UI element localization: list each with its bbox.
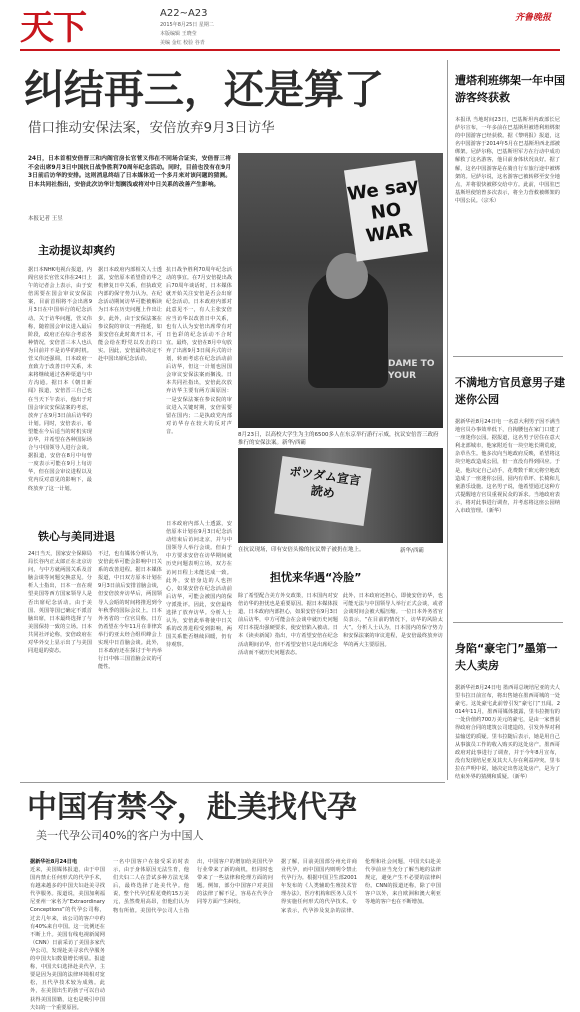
bottom-text-b: 一名中国客户在接受采访时表示，由于身体原因无法生育，他们夫妇二人在尝试多种方法无果后，最终选择了赴美代孕。他说，整个代孕过程花费约15万美元，虽然费用高昂，但他们认为物有所值。美国代孕公司人士指出，中国客户的增加给美国代孕行业带来了新的商机，但同时也带来了一些法律和伦理方面的问题。例如，部分中国客户对美国的法律了解不足，容易在代孕合同等方面产生纠纷。: [113, 859, 273, 914]
bottom-rule: [20, 782, 445, 783]
bottom-subhead: 美一代孕公司40%的客户为中国人: [36, 829, 204, 842]
bottom-text-a: 近来，美国媒体报道，由于中国国内禁止任何形式的代孕手术，有越来越多的中国夫妇赴美寻找代孕服务。报道说，美国加利福尼亚州一家名为“Extraordinary Conceptions”的代孕公司称，过去几年来，该公司的客户中约有40%来自中国。这一比例还在不断上升。美国有线电视新闻网（CNN）日前采访了美国多家代孕公司，发现赴美寻求代孕服务的中国夫妇数量增长明显。报道称，中国夫妇选择赴美代孕，主要是因为美国的法律环境相对宽松，且代孕技术较为成熟。此外，在美国出生的孩子可以自动获得美国国籍，这也是吸引中国夫妇的一个重要原因。: [30, 867, 105, 1011]
sidebar-story1-text: 本报讯 当地时间23日，巴基斯坦内政部长尼萨尔宣布，一年多前在巴基斯坦被塔利班绑架的中国游客已经获救。据《黎明报》报道，这名中国游客于2014年5月在巴基斯坦西北部被绑架。尼萨尔称，巴基斯坦军方在行动中成功解救了这名游客，他目前身体状况良好。据了解，这名中国游客是在骑自行车旅行途中被绑架的。尼萨尔说，这名游客已被转移至安全地点，并将很快被移交给中方。此前，中国驻巴基斯坦使馆曾多次表示，将全力营救被绑架的中国公民。（宗禾）: [455, 117, 560, 204]
sidebar-divider: [447, 60, 448, 780]
section1-text-a: 据日本NHK电视台报道，内阁官房长官菅义伟在24日上午的记者会上表示，由于安倍需要在国会审议安保法案，目前首相将不会出席9月3日在中国举行的纪念活动。关于访华问题，菅义伟称，随着国会审议进入最后阶段，政府正在综合考虑各种情况，安倍晋三本人也认为目前并不是访华的时机。菅义伟还强调，日本政府一直致力于改善日中关系，未来将继续通过各种渠道与中方沟通。据日本《朝日新闻》报道，安倍晋三自己也在当天下午表示，他出于对国会审议安保法案的考虑，放弃了在9月3日前后访华的计划。同时，安倍表示，希望能在今后适当的时机实现访华，并希望在各种国际场合与中国领导人进行会谈。据报道，安倍在8月中旬曾一度表示可能在9月上旬访华，但在国会审议进程以及党内反对意见的影响下，最终放弃了这一计划。: [28, 267, 92, 492]
sidebar-story2-text: 据新华社8月24日电 一名意大利男子因不满当地官员办事效率低下，自掏腰包在家门口建了一座迷你公园。据报道，这名男子居住在意大利北部城市，他家附近有一块空地长期荒废，杂草丛生。他多次向当地政府反映，希望将这块空地改造成公园，但一直没有得到回应。于是，他决定自己动手，花费数千欧元将空地改造成了一座迷你公园，园内有草坪、长椅和儿童游乐设施。这名男子说，他希望通过这种方式提醒地方官员重视民众的诉求。当地政府表示，将对此事进行调查，并考虑将这座公园纳入市政管理。（新华）: [455, 419, 560, 515]
staff-line: 美编 金红 校验 谷青: [160, 40, 205, 46]
section3-text-a: 除了希望配合美方外交政策，日本国内对安倍访华的担忧也是重要原因。据日本媒体报道，日本政府内部担心，如果安倍在9月3日前后访华，中方可能会在会谈中就历史问题对日本提出强硬要求，使安倍陷入被动。日本《读卖新闻》指出，中方希望安倍在纪念活动期间访华，但不希望安倍只是出席纪念活动而不就历史问题表态。: [238, 593, 338, 656]
bottom-text-c: 据了解，目前美国部分州允许商业代孕，而中国国内则明令禁止代孕行为。根据中国卫生部2001年发布的《人类辅助生殖技术管理办法》，医疗机构和医务人员不得实施任何形式的代孕技术。专家表示，代孕涉及复杂的法律、伦理和社会问题，中国夫妇赴美代孕前应当充分了解当地的法律规定，避免产生不必要的法律纠纷。CNN的报道还称，除了中国客户以外，来自欧洲和澳大利亚等地的客户也在不断增加。: [281, 859, 441, 914]
photo-bot-caption: 在抗议现场，印有安倍头像的抗议牌子被扔在地上。: [238, 547, 365, 553]
bottom-lead-tag: 据新华社8月24日电: [30, 859, 78, 865]
shirt-print: DAME TO YOUR: [388, 359, 435, 381]
section2-title: 铁心与美同进退: [38, 530, 115, 543]
page-numbers: A22~A23: [160, 8, 208, 19]
editor-line: 本版编辑 王晓莹: [160, 31, 197, 37]
col3-text-a: 抗日战争胜利70周年纪念活动的事宜。在7月安倍提出战后70周年谈话时，日本媒体就开始关注安倍是否会出席纪念活动。日本政府内部对此意见不一，有人主张安倍应当访华以改善日中关系，也有人认为安倍出席带有对日色彩的纪念活动不合时宜。最终，安倍在8月中旬放弃了出席9月3日阅兵式的计划，转而考虑在纪念活动前后访华，但这一计划也因国会审议安保法案而搁浅。日本共同社指出，安倍此次放弃访华主要有两方面原因：一是安保法案在参议院的审议进入关键时期，安倍需要留在国内；二是执政党内部对访华存在较大的反对声音。: [166, 267, 232, 435]
main-byline: 本报记者 王昱: [28, 216, 63, 222]
section-title: 天下: [20, 8, 86, 48]
section2-text-b: 不过，也有媒体分析认为，安倍此举可能会影响中日关系的改善进程。据日本媒体报道，中日双方原本计划在9月3日前后安排首脑会谈，但安倍放弃访华后，两国领导人会晤的时间将推迟到今年秋季的国际会议上。日本外务省的一位官员称，日方仍希望在今年11月在菲律宾举行的亚太经合组织峰会上实现中日首脑会谈。此外，日本政府还在探讨于年内举行日中韩三国首脑会议的可能性。: [98, 551, 162, 671]
section1-title: 主动提议却爽约: [38, 244, 115, 257]
placard-photo: [238, 448, 443, 543]
sidebar-rule-2: [453, 622, 563, 623]
section3-text-b: 此外，日本政府还担心，即使安倍访华，也可能无法与中国领导人举行正式会谈，或者会谈时间会被大幅压缩。一位日本外务省官员表示，“在目前的情况下，访华的风险太大”。分析人士认为，日本国内的保守势力和安保法案的审议进程，是安倍最终放弃访华的两大主要原因。: [343, 593, 443, 648]
col3-text-b: 日本政府内部人士透露，安倍原本计划在9月3日纪念活动结束后访问北京，并与中国领导人举行会谈。但由于中方要求安倍在访华期间就历史问题表明立场，双方在访问日程上未能达成一致。此外，安倍身边的人也担心，如果安倍在纪念活动前后访华，可能会被国内的保守派批评。因此，安倍最终选择了放弃访华。分析人士认为，安倍此举将使中日关系的改善进程受到影响，两国关系能否继续回暖，仍有待观察。: [166, 521, 232, 649]
main-lead: 24日，日本首相安倍晋三和内阁官房长官菅义伟在不同场合证实，安倍晋三将不会出席9月3日中国抗日战争胜利70周年纪念活动。同时，目前也没有在9月3日前后访华的安排。这则消息终结了日本媒体近一个多月来对该问题的猜测。日本共同社指出，安倍此次访华计划搁浅或将对中日关系的改善产生影响。: [28, 156, 231, 189]
sidebar-story2-title: 不满地方官员意男子建迷你公园: [455, 376, 565, 406]
section3-title: 担忧来华遇“冷脸”: [270, 571, 362, 584]
sidebar-story3-text: 据新华社8月24日电 墨西哥总统培尼亚的夫人里韦拉日前宣布，将出售她在墨西哥城的一处豪宅。这处豪宅此前曾引发“豪宅门”丑闻。2014年11月，墨西哥媒体披露，里韦拉拥有的一处价值约700万美元的豪宅，是由一家曾获得政府合同的建筑公司建造的，引发外界对利益输送的质疑。里韦拉随后表示，她是用自己从事演员工作的收入购买的这处房产。墨西哥政府对此事进行了调查，并于今年8月宣布，没有发现培尼亚及其夫人存在利益冲突。里韦拉在声明中说，她决定出售这处房产，是为了结束外界的猜测和质疑。（新华）: [455, 685, 560, 781]
photo-top-caption: 8月23日，以高校大学生为主的6500多人在东京举行游行示威，抗议安倍晋三政府推行的安保法案。新华/西霸: [238, 432, 439, 446]
paper-logo: 齐鲁晚报: [515, 13, 552, 23]
masthead-rule: [20, 49, 560, 51]
section2-text-a: 24日当天，国家安全保障局局长谷内正太郎正在北京访问，与中方就两国关系及首脑会谈等问题交换意见。分析人士指出，日本一直在观望美国等西方国家领导人是否出席纪念活动。由于美国、英国等国已确定不派首脑出席，日本最终选择了与美国保持一致的立场。日本共同社评论称，安倍政府在对华外交上显示出了与美国同进退的姿态。: [28, 551, 92, 655]
sidebar-story3-title: 身陷“豪宅门”墨第一夫人卖房: [455, 642, 558, 672]
protest-photo: [238, 153, 443, 428]
photo-bot-credit: 新华/西霸: [400, 548, 424, 554]
main-headline: 纠结再三，还是算了: [24, 67, 384, 113]
placard-sign: ポツダム宣言読め: [274, 456, 371, 526]
sidebar-story1-title: 遭塔利班绑架一年中国游客终获救: [455, 74, 565, 104]
date-line: 2015年8月25日 星期二: [160, 22, 214, 28]
main-subhead: 借口推动安保法案，安倍放弃9月3日访华: [28, 120, 275, 136]
sidebar-rule-1: [453, 356, 563, 357]
no-war-sign: We say NO WAR: [344, 160, 428, 261]
bottom-headline: 中国有禁令，赴美找代孕: [27, 790, 357, 825]
section1-text-b: 据日本政府内部相关人士透露，安倍原本希望借访华之机修复日中关系，但执政党内部的保守势力认为，在纪念活动期间访华可能被解读为日本在历史问题上作出让步。此外，由于安保法案在参议院的审议一再拖延，如果安倍在此时离开日本，可能会给在野党以攻击的口实。因此，安倍最终决定不赴中国出席纪念活动。: [98, 267, 162, 363]
